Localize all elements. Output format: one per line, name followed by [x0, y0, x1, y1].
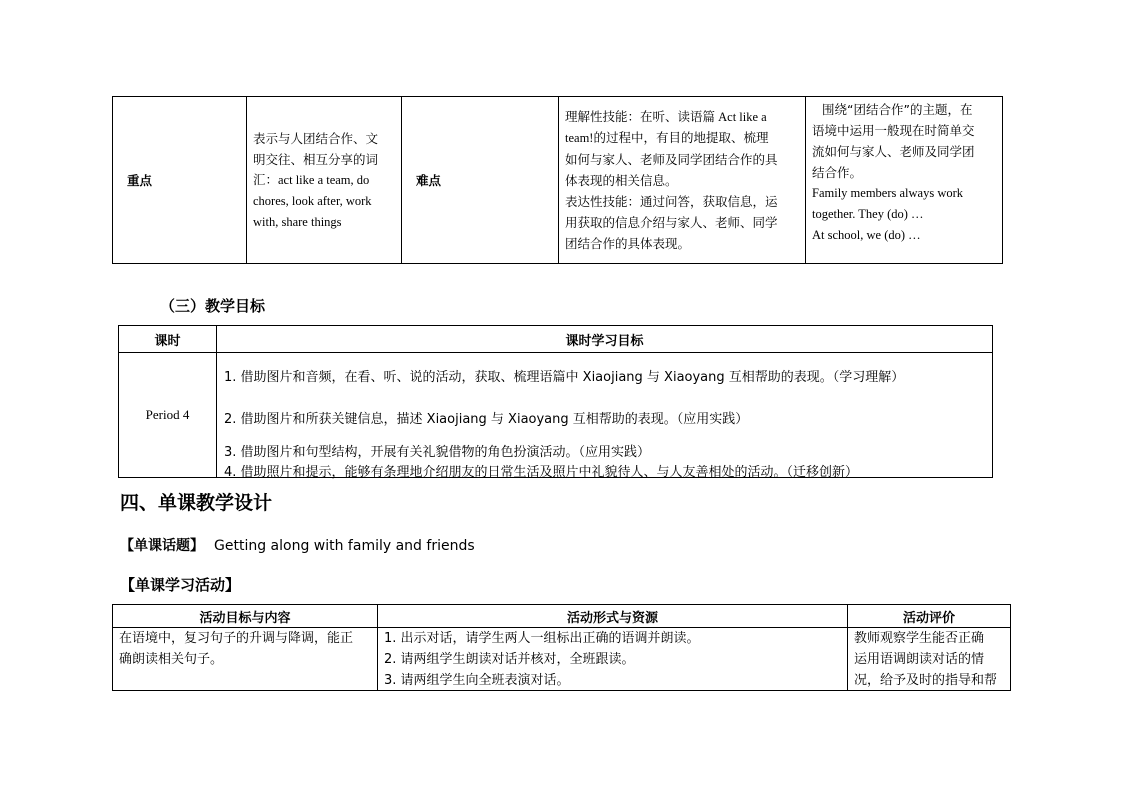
objective-cell — [113, 628, 378, 691]
text-line: 团结合作的具体表现。 — [565, 235, 691, 251]
goal-3: 3. 借助图片和句型结构，开展有关礼貌借物的角色扮演活动。（应用实践） — [224, 445, 651, 460]
header-period: 课时 — [119, 326, 217, 353]
topic-label: 【单课话题】 — [120, 538, 204, 554]
text-line: At school, we (do) … — [812, 228, 921, 242]
text-line: 语境中运用一般现在时简单交 — [812, 123, 975, 138]
goal-4: 4. 借助照片和提示，能够有条理地介绍朋友的日常生活及照片中礼貌待人、与人友善相处的活动。（迁移创新） — [224, 465, 859, 480]
text-line: 结合作。 — [812, 165, 863, 180]
header-goals: 课时学习目标 — [217, 326, 993, 353]
difficulty-label: 难点 — [402, 97, 559, 264]
text-line: 表达性技能：通过问答，获取信息，运 — [565, 193, 778, 209]
text-line: 理解性技能：在听、读语篇 Act like a — [565, 109, 767, 124]
application-content — [806, 97, 1003, 264]
evaluation-cell — [848, 628, 1011, 691]
text-line: 在语境中，复习句子的升调与降调，能正 — [119, 631, 354, 646]
text-line: 确朗读相关句子。 — [119, 652, 224, 667]
text-line: 汇：act like a team, do — [253, 172, 370, 187]
text-line: 明交往、相互分享的词 — [253, 151, 379, 167]
text-line: 1. 出示对话，请学生两人一组标出正确的语调并朗读。 — [384, 631, 700, 646]
text-line: team!的过程中，有目的地提取、梳理 — [565, 130, 769, 145]
section-heading-lesson-design: 四、单课教学设计 — [120, 492, 273, 514]
text-line: 围绕“团结合作”的主题，在 — [822, 102, 973, 117]
text-line: Family members always work — [812, 186, 964, 200]
goal-1: 1. 借助图片和音频，在看、听、说的活动，获取、梳理语篇中 Xiaojiang 与 Xiaoyang 互相帮助的表现。（学习理解） — [224, 370, 905, 385]
skills-content — [559, 97, 806, 264]
text-line: with, share things — [253, 214, 342, 229]
key-point-content — [247, 97, 402, 264]
text-line: 体表现的相关信息。 — [565, 172, 678, 188]
text-line: 教师观察学生能否正确 — [854, 631, 985, 646]
text-line: 流如何与家人、老师及同学团 — [812, 144, 975, 159]
text-line: 如何与家人、老师及同学团结合作的具 — [565, 151, 778, 167]
text-line: 表示与人团结合作、文 — [253, 130, 379, 146]
text-line: 用获取的信息介绍与家人、老师、同学 — [565, 214, 778, 230]
header-forms: 活动形式与资源 — [378, 605, 848, 628]
text-line: 2. 请两组学生朗读对话并核对，全班跟读。 — [384, 652, 635, 667]
lesson-topic — [120, 535, 475, 555]
header-objective: 活动目标与内容 — [113, 605, 378, 628]
learning-activities-table — [112, 604, 1011, 691]
text-line: chores, look after, work — [253, 193, 372, 208]
text-line: together. They (do) … — [812, 207, 924, 221]
key-point-label: 重点 — [113, 97, 247, 264]
text-line: 况，给予及时的指导和帮 — [854, 673, 998, 688]
text-line: 运用语调朗读对话的情 — [854, 652, 985, 667]
section-heading-teaching-goals: （三）教学目标 — [160, 297, 266, 315]
goal-2: 2. 借助图片和所获关键信息，描述 Xiaojiang 与 Xiaoyang 互相帮助的表现。（应用实践） — [224, 412, 749, 427]
activity-heading: 【单课学习活动】 — [120, 576, 241, 594]
header-evaluation: 活动评价 — [848, 605, 1011, 628]
key-difficulty-table — [112, 96, 1003, 264]
forms-cell — [378, 628, 848, 691]
period-label: Period 4 — [119, 353, 217, 478]
topic-value: Getting along with family and friends — [214, 538, 475, 554]
text-line: 3. 请两组学生向全班表演对话。 — [384, 673, 570, 688]
